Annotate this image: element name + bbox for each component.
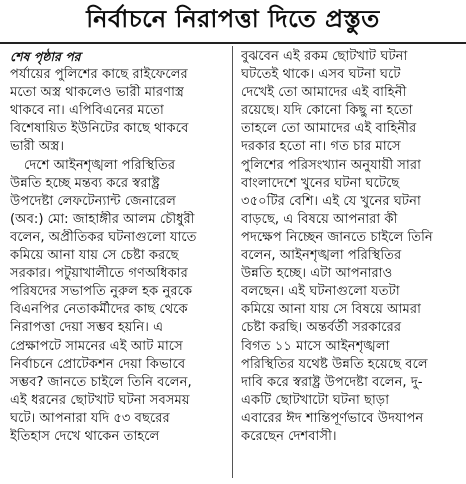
article-line: উন্নতি হচ্ছে। এটা আপনারাও	[241, 266, 393, 282]
article-line: সম্ভব? জানতে চাইলে তিনি বলেন,	[10, 374, 192, 390]
headline: নির্বাচনে নিরাপত্তা দিতে প্রস্তুত	[86, 5, 380, 33]
article-line: একটি ছোটখাটো ঘটনা ছাড়া	[241, 392, 390, 408]
left-column	[6, 46, 233, 478]
article-line: থাকবে না। এপিবিএনের মতো	[10, 103, 164, 119]
article-line: বুঝবেন এই রকম ছোটখাট ঘটনা	[241, 49, 408, 64]
article-line: বলেন, আইনশৃঙ্খলা পরিস্থিতির	[241, 248, 402, 264]
article-line: বলছেন। এই ঘটনাগুলো যতটা	[241, 284, 400, 300]
article-line: পরিষদের সভাপতি নুরুল হক নুরকে	[10, 284, 193, 300]
article-line: বাংলাদেশে খুনের ঘটনা ঘটেছে	[241, 175, 400, 191]
article-line: প্রেক্ষাপটে সামনের এই আট মাসে	[10, 338, 183, 354]
article-line: ৩৫০টির বেশি। এই যে খুনের ঘটনা	[241, 193, 421, 209]
article-line: কমিয়ে আনা যায় সে বিষয়ে আমরা	[241, 302, 421, 318]
article-line: চেষ্টা করছি। অন্তর্বর্তী সরকারের	[241, 320, 402, 336]
article-line: করেছেন দেশবাসী।	[241, 428, 337, 444]
article-line: উপদেষ্টা লেফটেন্যান্ট জেনারেল	[10, 193, 176, 209]
article-line: (অব:) মো: জাহাঙ্গীর আলম চৌধুরী	[10, 211, 195, 227]
article-line: ঘটে। আপনারা যদি ৫৩ বছরের	[10, 410, 170, 426]
article-line: সরকার। পটুয়াখালীতে গণঅধিকার	[10, 266, 188, 282]
article-line: কমিয়ে আনা যায় সে চেষ্টা করছে	[10, 248, 179, 264]
article-line: দাবি করে স্বরাষ্ট্র উপদেষ্টা বলেন, দু-	[241, 374, 423, 390]
article-line: বিএনপির নেতাকর্মীদের কাছ থেকে	[10, 302, 188, 318]
article-line: নিরাপত্তা দেয়া সম্ভব হয়নি। এ	[10, 320, 164, 336]
article-line: উন্নতি হচ্ছে মন্তব্য করে স্বরাষ্ট্র	[10, 175, 160, 191]
article-line: মতো অস্ত্র থাকলেও ভারী মারণাস্ত্র	[10, 85, 184, 101]
article-line: ভারী অস্ত্র।	[10, 139, 65, 155]
article-line: পুলিশের পরিসংখ্যান অনুযায়ী সারা	[241, 157, 421, 173]
article-line: এই ধরনের ছোটখাট ঘটনা সবসময়	[10, 392, 190, 408]
article-line: রয়েছে। যদি কোনো কিছু না হতো	[241, 103, 413, 119]
article-line: বিশেষায়িত ইউনিটের কাছে থাকবে	[10, 121, 189, 137]
article-line: বাড়ছে, এ বিষয়ে আপনারা কী	[241, 211, 398, 227]
article-line: পদক্ষেপ নিচ্ছেন জানতে চাইলে তিনি	[241, 229, 433, 245]
right-column	[233, 46, 460, 478]
article-line: দেখেই তো আমাদের এই বাহিনী	[241, 85, 407, 101]
article-line: বিগত ১১ মাসে আইনশৃঙ্খলা	[241, 338, 390, 354]
article-line: পর্যায়ের পুলিশের কাছে রাইফেলের	[10, 67, 188, 83]
article-line: দেশে আইনশৃঙ্খলা পরিস্থিতির	[24, 157, 176, 173]
article-line: নির্বাচনে প্রোটেকশন দেয়া কিভাবে	[10, 356, 186, 372]
article-line: এবারের ঈদ শান্তিপূর্ণভাবে উদযাপন	[241, 410, 424, 426]
article-line: দরকার হতো না। গত চার মাসে	[241, 139, 401, 155]
headline-bar	[0, 0, 466, 44]
article-line: বলেন, অপ্রীতিকর ঘটনাগুলো যাতে	[10, 229, 197, 245]
article-line: ইতিহাস দেখে থাকেন তাহলে	[10, 428, 160, 444]
article-line: পরিস্থিতির যথেষ্ট উন্নতি হয়েছে বলে	[241, 356, 428, 372]
article-columns	[6, 46, 460, 478]
continued-label: শেষ পৃষ্ঠার পর	[10, 49, 81, 64]
article-line: ঘটতেই থাকে। এসব ঘটনা ঘটে	[241, 67, 401, 83]
article-line: তাহলে তো আমাদের এই বাহিনীর	[241, 121, 417, 137]
